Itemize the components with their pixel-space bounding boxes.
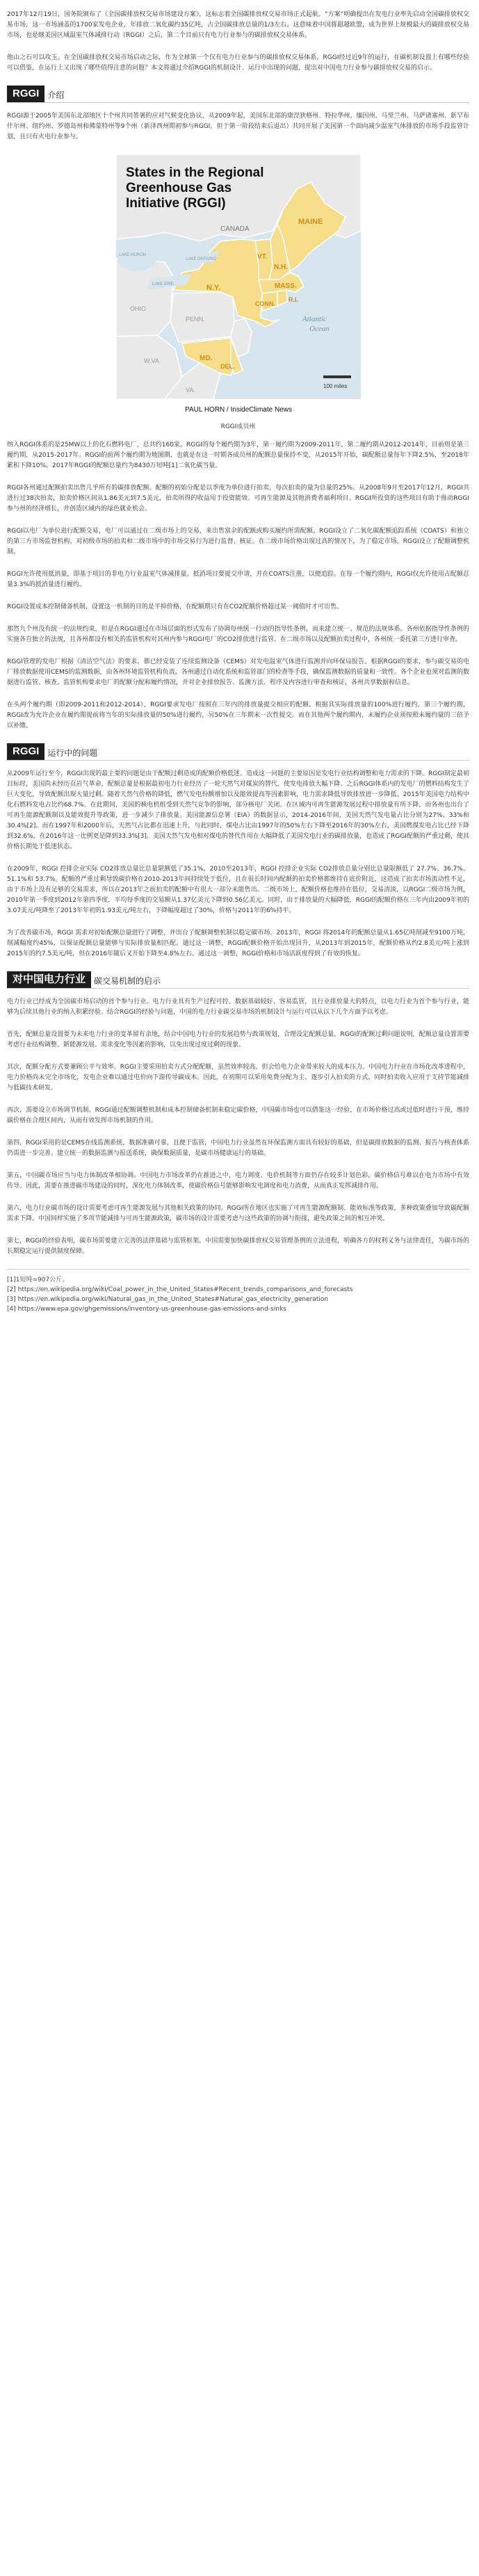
- section-heading-subtitle: 碳交易机制的启示: [94, 976, 161, 986]
- map-label-ocean-2: Ocean: [309, 325, 330, 333]
- footnote-4[interactable]: [4] https://www.epa.gov/ghgemissions/inventory-us-greenhouse-gas-emissions-and-sinks: [7, 1306, 286, 1313]
- section-heading-box: RGGI: [7, 743, 44, 760]
- map-caption: RGGI成员州: [220, 423, 256, 430]
- section-heading-box: RGGI: [7, 86, 44, 102]
- rggi-paragraph-1: RGGI源于2005年美国东北部地区十个州共同签署的应对气候变化协议，从2009年起，美国东北部的康涅狄格州、特拉华州、缅因州、马里兰州、马萨诸塞州、新罕布什尔州、纽约州、罗德岛州和佛蒙特州等9个州（新泽西州期初参与RGGI，但于第一阶段结束后退出）共同开展了美国第一个面向减少温室气体排放的市场手段监管计划，且只有火电行业参与。: [7, 113, 469, 140]
- implications-paragraph-5: 第四，RGGI采用的是CEMS在线监测系统，数据准确可靠，且便于监管，中国电力行业虽然在环保监测方面具有较好的基础，但是碳排放数据的监测、报告与核查体系仍需进一步完善。建立统一的数据监测与报送系统，确保数据质量，是碳市场健康运行的基础。: [7, 1140, 469, 1157]
- rggi-paragraph-6: RGGI设置成本控制储备机制，设置这一机制的目的是平抑价格，在配额期只有在CO2配额价格超过某一阈值时才可出售。: [7, 604, 343, 610]
- rggi-paragraph-2: 纳入RGGI体系的是25MW以上的化石燃料电厂，总共约160家。RGGI的每个履约期为3年，第一履约期为2009-2011年，第二履约期从2012-2014年，目前则是第三履约期，从2015-2017年。RGGI的前两个履约期为地图期，也就是在这一时期各成员州的配额总量保持不变，从2015年开始，碳配额总量每年下降2.5%，至2018年累积下降10%。2017年RGGI的配额总量约为8430万短吨[1]二氧化碳当量。: [7, 442, 469, 469]
- problems-paragraph-1: 从2009年运行至今，RGGI出现的最主要的问题是由于配额过剩造成的配额价格低迷。造成这一问题的主要原因是发电行业结构调整和电力需求的下降。RGGI制定最初目标时，美国尚未经历页岩气革命，配额总量是根据最初电力行业经历了一轮天然气对煤炭的替代，使发电排放大幅下降。之后RGGI体系内的发电厂的燃料结构发生了巨大变化，导致配额出现大量过剩。随着天然气价格的降低，燃气发电份额增加以及能效提高等因素影响，电力需求降低导致排放进一步降低。2015年美国电力结构中化石燃料发电占比约68.7%。在此期间，美国的核电机组受到天然气竞争的影响，部分核电厂关闭。在区域内可再生能源发展过程中排放量有所下降，而各州也出台了可再生能源配额制以及能效提升等政策，进一步减少了排放量。美国能源信息署（EIA）的数据显示，2014-2016年间，美国天然气发电量占比分别为27%、33%和30.4%[2]。而在1997年和2000年后，天然气占比都在迅速上升，与此同时，煤电占比由1997年的50%左右下降至2016年的30%左右，美国燃煤发电占比已经下降到32.6%，在2016年这一比例更是降到33.3%[3]。美国天然气发电相对煤电的替代作用在大幅降低了美国发电行业的碳排放量，也造成了RGGI配额的严重过剩，使其价格长期处于低迷状态。: [7, 770, 469, 850]
- map-label-va: VA.: [185, 387, 195, 394]
- footnotes: [7, 1269, 469, 1314]
- lake-huron: [117, 246, 156, 271]
- map-label-pa: PENN.: [185, 316, 205, 323]
- map-label-ma: MASS.: [274, 282, 297, 290]
- rggi-paragraph-5: RGGI允许使用抵消量，即基于项目的非电力行业温室气体减排量。抵消项目要提交申请，并在COATS注册，以便追踪。在每一个履约期内，RGGI仅允许使用占配额总量3.3%的抵消量进行履约。: [7, 571, 469, 588]
- section-heading-implications: [7, 971, 469, 989]
- map-label-lake-ontario: LAKE ONTARIO: [185, 257, 216, 261]
- rggi-paragraph-9: 在头两个履约期（即2009-2011和2012-2014），RGGI要求发电厂按照在三年内的排放量提交相应的配额。根据其实际排放量的100%进行履约，第三个履约期，RGGI改为允许企业在履约期提前将当年的实际排放量的50%进行履约，另50%在三年期末一次性提交。而在其他两个履约期内，未履约企业须按照未履约量的三倍予以补缴。: [7, 702, 469, 729]
- footnote-1: [1]1短吨=907公斤。: [7, 1277, 69, 1283]
- map-label-lake-erie: LAKE ERIE: [152, 282, 174, 286]
- rggi-map-svg: [116, 154, 361, 419]
- map-title-line-2: Greenhouse Gas: [125, 181, 232, 195]
- footnote-3[interactable]: [3] https://en.wikipedia.org/wiki/Natural_gas_in_the_United_States#Natural_gas_electricity_generation: [7, 1296, 329, 1303]
- map-label-me: MAINE: [298, 218, 323, 226]
- map-scale-label: 100 miles: [323, 383, 347, 389]
- map-label-ri: R.I.: [288, 296, 298, 303]
- implications-paragraph-4: 再次，需要设立市场调节机制。RGGI通过配额调整机制和成本控制储备机制来稳定碳价格，中国碳市场也可以借鉴这一经验，在市场价格过高或过低时进行干预，维持碳价格在合理区间内，从而有效发挥市场机制的作用。: [7, 1107, 469, 1124]
- footnote-2[interactable]: [2] https://en.wikipedia.org/wiki/Coal_power_in_the_United_States#Recent_trends_comparisons_and_forecasts: [7, 1286, 353, 1293]
- implications-paragraph-7: 第六，电力行业碳市场的设计需要考虑可再生能源发展与其他相关政策的协同。RGGI所在地区也实施了可再生能源配额制、能效标准等政策，多种政策叠加导致碳配额需求下降。中国同样实施了多项节能减排与可再生能源政策，碳市场的设计需要考虑与这些政策的协调与衔接，避免政策之间的相互冲突。: [7, 1205, 469, 1222]
- rggi-paragraph-3: RGGI各州通过配额拍卖出售几乎所有的碳排放配额。配额的初始分配是以季度为单位进行拍卖，每次拍卖的量为总量的25%。从2008年9月至2017年12月，RGGI共进行过38次拍卖，拍卖价格区间从1.86美元到7.5美元，拍卖所得的收益用于投资能效、可再生能源及其他消费者福利项目。RGGI所投资的这些项目有助于推动RGGI参与州的经济增长，并创造区域内的绿色就业机会。: [7, 485, 469, 512]
- map-label-lake-huron: LAKE HURON: [118, 253, 146, 257]
- section-heading-subtitle: 运行中的问题: [47, 748, 98, 758]
- map-title-line-3: Initiative (RGGI): [125, 196, 226, 211]
- map-label-vt: VT.: [257, 253, 267, 261]
- intro-paragraph-2: 他山之石可以攻玉。在全国碳排放权交易市场启动之际，作为全球第一个仅有电力行业参与的碳排放权交易体系，RGGI经过近9年的运行，在碳机制设置上有哪些经验可以借鉴，在运行上又出现了哪些值得注意的问题？本文将通过介绍RGGI的机制设计、运行中出现的问题，提出对中国电力行业参与碳排放权交易的启示。: [7, 54, 469, 72]
- section-heading-rggi-intro: [7, 86, 469, 103]
- map-label-oh: OHIO: [129, 305, 146, 312]
- section-heading-box: 对中国电力行业: [7, 971, 91, 988]
- map-label-wv: W.VA.: [143, 357, 161, 364]
- rggi-map-figure: [7, 154, 469, 430]
- map-scale-bar: [323, 375, 351, 378]
- map-label-canada: CANADA: [220, 225, 250, 233]
- map-credit: PAUL HORN / InsideClimate News: [184, 406, 292, 414]
- implications-paragraph-3: 其次，配额分配方式要兼顾公平与效率。RGGI主要采用拍卖方式分配配额，虽然效率较高，但会给电力企业带来较大的成本压力。中国电力行业在市场化改革进程中，电力价格尚未完全市场化，发电企业难以通过电价向下游传导碳成本。因此，在初期可以采用免费分配为主、逐步引入拍卖的方式，同时拍卖收入应用于支持节能减排与低碳技术研发。: [7, 1064, 469, 1092]
- map-label-ct: CONN.: [254, 300, 275, 307]
- intro-paragraph-1: 2017年12月19日，国务院颁布了《全国碳排放权交易市场建设方案》，这标志着全国碳排放权交易市场正式起航。“方案”明确提出在发电行业率先启动全国碳排放权交易市场，这一市场涵盖的1700家发电企业，年排放二氧化碳约35亿吨，占全国碳排放总量的1/3左右。这意味着中国将超越欧盟，成为世界上规模最大的碳排放权交易市场，也是继美国区域温室气体减排行动（RGGI）之后，第二个目前只有电力行业参与的碳排放权交易体系。: [7, 11, 469, 39]
- section-heading-subtitle: 介绍: [47, 90, 65, 100]
- problems-paragraph-2: 在2009年，RGGI 控排企业实际 CO2排放总量比总量限额低了35.1%，2010至2013年，RGGI 控排企业实际 CO2排放总量分别比总量限额低了 27.7%、36.7%、51.1%和 53.7%。配额的严重过剩导致碳价格在2010-2013年间持续处于低位，且在很长时间内配额的拍卖价格都维持在底价附近，这造成了拍卖市场流动性不足，由于市场上没有足够的交易需求，所以在2013年之前拍卖的配额中有很大一部分未能售出。二级市场上，配额价格也维持在低位，交易清淡，以RGGI二级市场为例，2010年第一季度到2012年第四季度，平均每季度的交易额从1.37亿美元下降到0.56亿美元。同时，由于排放量的大幅降低，RGGI的配额价格在三年内由2009年初的3.07美元/吨降至了2013年年初的1.93美元/吨左右，下降幅度超过了30%，价格与2011年的6%持平。: [7, 866, 469, 914]
- map-label-nh: N.H.: [273, 264, 288, 271]
- implications-paragraph-6: 第五，中国碳市场应当与电力体制改革相协调。中国电力市场改革仍在推进之中，电力调度、电价机制等方面仍存在较多计划色彩，碳价格信号难以在电力市场中有效传导。因此，需要在推进碳市场建设的同时，深化电力体制改革，使碳价格信号能够影响发电调度和电力消费，从而真正发挥减排作用。: [7, 1172, 469, 1190]
- section-heading-rggi-problems: [7, 743, 469, 761]
- rggi-map: [116, 154, 361, 419]
- rggi-paragraph-8: RGGI管理的发电厂根据《清洁空气法》的要求，都已经安装了连续监测设备（CEMS）对发电温室气体进行监测并向环保局报告。根据RGGI的要求，参与碳交易的电厂排放数据使用CEMS的监测数据，由各州环境监管机构负责。各州通过自动化系统和监管部门的检查等手段，确保监测数据的质量和一致性。各个企业也须对监测的数据进行监管、核查。监管机构要求电厂的配额分配和履约情况，并对企业排放报告、监测方法、程序及内容进行审查和核证，各州共享数据和信息。: [7, 658, 469, 686]
- map-label-ocean-1: Atlantic: [302, 315, 327, 323]
- map-title-line-1: States in the Regional: [125, 165, 263, 180]
- implications-paragraph-1: 电力行业已经成为全国碳市场启动的首个参与行业。电力行业具有生产过程可控、数据基础较好、容易监管，且行业排放量大的特点，以电力行业为首个参与行业，能够为后续其他行业的纳入积累经验。结合RGGI的经验与问题，中国的电力行业碳交易市场的机制设计与运行可以从以下几个方面予以考虑。: [7, 998, 469, 1016]
- problems-paragraph-3: 为了改善碳市场，RGGI 需求对初始配额总量进行了调整，并出台了配额调整机制以稳定碳市场。2013年，RGGI 将2014年的配额总量从1.65亿吨削减至9100万吨，削减幅度约45%，以保证配额总量能够与实际排放量相匹配。通过这一调整，RGGI配额价格开始出现回升，从2013年到2015年，配额价格从约2.8美元/吨上涨到2015年的约7.5美元/吨，但在2016年随后又开始下降至4.8%左右。通过这一调整，RGGI价格和市场活跃度得到了有效的恢复。: [7, 930, 469, 957]
- map-label-md: MD.: [199, 355, 212, 362]
- rggi-paragraph-7: 那然九个州没有统一的法规约束，但是在RGGI通过在市场层面的形式发布了协调每州统一行动的指导性条例，而来建立统一、规范的法规体系。各州依据指导性条例的实施各自独立的法规，且各州都设有相关的监管机构对其州内参与RGGI电厂的CO2排放进行监管。在二级市场以及配额拍卖过程中，各州统一委托第三方进行审查。: [7, 626, 469, 643]
- map-label-ny: N.Y.: [206, 284, 220, 292]
- ohio-land: [116, 259, 173, 337]
- implications-paragraph-2: 首先，配额总量设置要为未来电力行业的变革留有余地，结合中国电力行业的发展趋势与政策规划，合理设定配额总量。RGGI的配额过剩问题说明，配额总量设置需要考虑行业结构调整、新能源发展、需求变化等因素的影响，以免出现过度过剩的现象。: [7, 1031, 469, 1048]
- rggi-paragraph-4: RGGI以电厂为单位进行配额交易，电厂可以通过在二级市场上的交易，来出售富余的配额或购买履约所需配额。RGGI设立了二氧化碳配额追踪系统（COATS）和独立的第三方市场监督机构，对初级市场的拍卖和二级市场中的市场交易行为进行监督、核证。在二级市场价格出现过高的情况下，为了稳定市场，RGGI设立了配额调整机制。: [7, 528, 469, 556]
- map-label-de: DEL.: [220, 363, 235, 370]
- implications-paragraph-8: 第七，RGGI的经验表明，碳市场需要建立完善的法律基础与监管框架。中国需要加快碳排放权交易管理条例的立法进程，明确各方的权利义务与法律责任，为碳市场的长期稳定运行提供制度保障。: [7, 1238, 469, 1255]
